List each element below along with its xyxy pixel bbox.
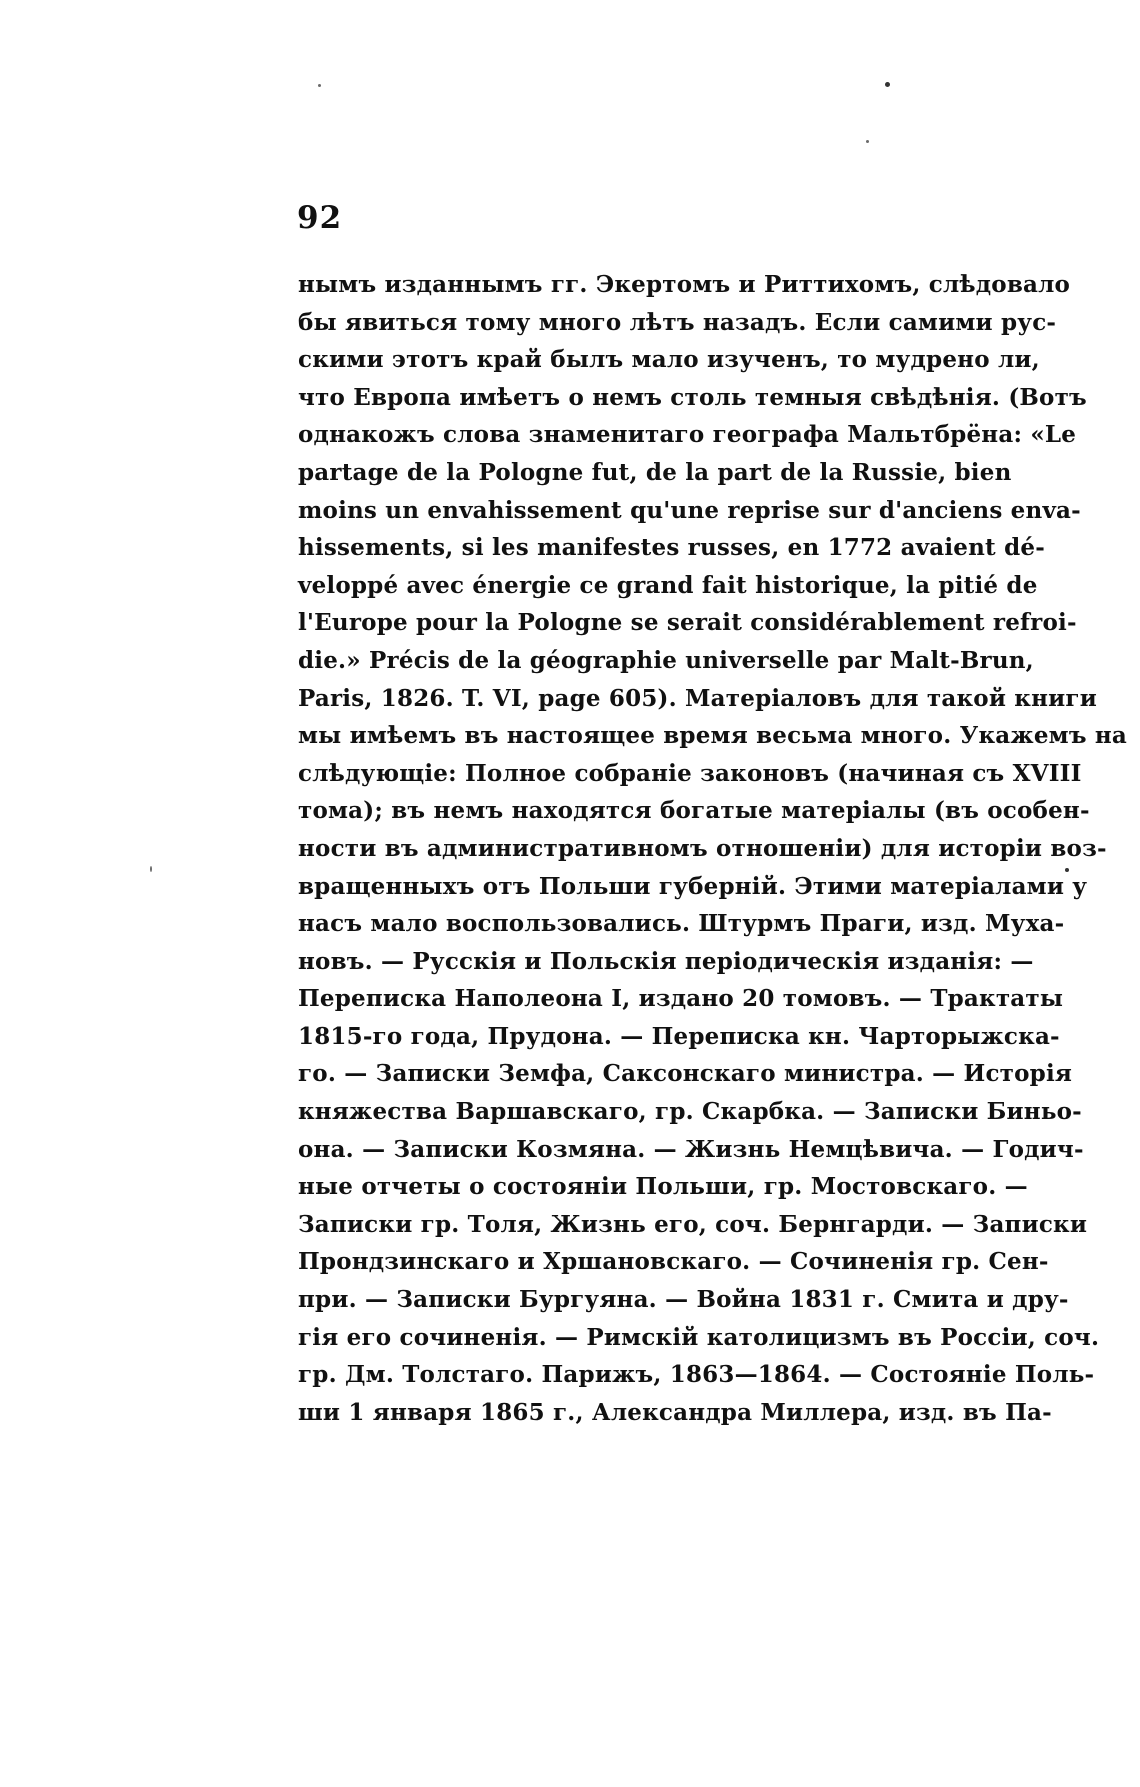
scan-speck (150, 866, 152, 872)
text-line: гія его сочиненія. — Римскій католицизмъ въ Россіи, соч. (298, 1323, 1100, 1351)
text-line: княжества Варшавскаго, гр. Скарбка. — Записки Биньо- (298, 1098, 1082, 1126)
scan-speck (318, 84, 321, 87)
scan-speck (866, 140, 869, 143)
text-line: Paris, 1826. T. VI, page 605). Матеріаловъ для такой книги (298, 684, 1097, 712)
text-line: Переписка Наполеона I, издано 20 томовъ. — Трактаты (298, 985, 1064, 1013)
text-line: однакожъ слова знаменитаго географа Мальтбрёна: «Le (298, 421, 1077, 449)
text-line: partage de la Pologne fut, de la part de la Russie, bien (298, 458, 1012, 486)
text-line: она. — Записки Козмяна. — Жизнь Немцѣвича. — Годич- (298, 1135, 1084, 1163)
text-line: тома); въ немъ находятся богатые матеріалы (въ особен- (298, 797, 1090, 825)
text-line: 1815-го года, Прудона. — Переписка кн. Чарторыжска- (298, 1022, 1060, 1050)
text-line: при. — Записки Бургуяна. — Война 1831 г. Смита и дру- (298, 1286, 1069, 1314)
text-line: Записки гр. Толя, Жизнь его, соч. Бернгарди. — Записки (298, 1210, 1088, 1238)
text-line: новъ. — Русскія и Польскія періодическія изданія: — (298, 947, 1034, 975)
text-line: moins un envahissement qu'une reprise sur d'anciens enva- (298, 496, 1081, 524)
page-number: 92 (297, 200, 343, 236)
text-line: что Европа имѣетъ о немъ столь темныя свѣдѣнія. (Вотъ (298, 383, 1087, 411)
text-line: Прондзинскаго и Хршановскаго. — Сочиненія гр. Сен- (298, 1248, 1049, 1276)
text-line: ности въ административномъ отношеніи) для исторіи воз- (298, 834, 1107, 862)
scan-speck (1065, 868, 1069, 872)
text-line: ши 1 января 1865 г., Александра Миллера, изд. въ Па- (298, 1398, 1052, 1426)
text-line: veloppé avec énergie ce grand fait historique, la pitié de (298, 571, 1038, 599)
text-line: слѣдующіе: Полное собраніе законовъ (начиная съ XVIII (298, 759, 1082, 787)
text-line: нымъ изданнымъ гг. Экертомъ и Риттихомъ, слѣдовало (298, 271, 1071, 298)
text-line: гр. Дм. Толстаго. Парижъ, 1863—1864. — Состояніе Поль- (298, 1361, 1095, 1389)
text-line: насъ мало воспользовались. Штурмъ Праги, изд. Муха- (298, 910, 1065, 938)
text-line: die.» Précis de la géographie universelle par Malt-Brun, (298, 646, 1034, 674)
text-line: го. — Записки Земфа, Саксонскаго министра. — Исторія (298, 1060, 1073, 1088)
text-line: ные отчеты о состояніи Польши, гр. Мостовскаго. — (298, 1173, 1028, 1201)
body-text (298, 266, 1128, 1431)
text-line: скими этотъ край былъ мало изученъ, то мудрено ли, (298, 346, 1040, 374)
text-line: hissements, si les manifestes russes, en 1772 avaient dé- (298, 534, 1045, 562)
text-line: l'Europe pour la Pologne se serait considérablement refroi- (298, 609, 1077, 637)
text-line: бы явиться тому много лѣтъ назадъ. Если самими рус- (298, 308, 1057, 336)
scan-speck (885, 82, 890, 87)
text-line: мы имѣемъ въ настоящее время весьма много. Укажемъ на (298, 722, 1128, 750)
text-line: вращенныхъ отъ Польши губерній. Этими матеріалами у (298, 872, 1088, 900)
